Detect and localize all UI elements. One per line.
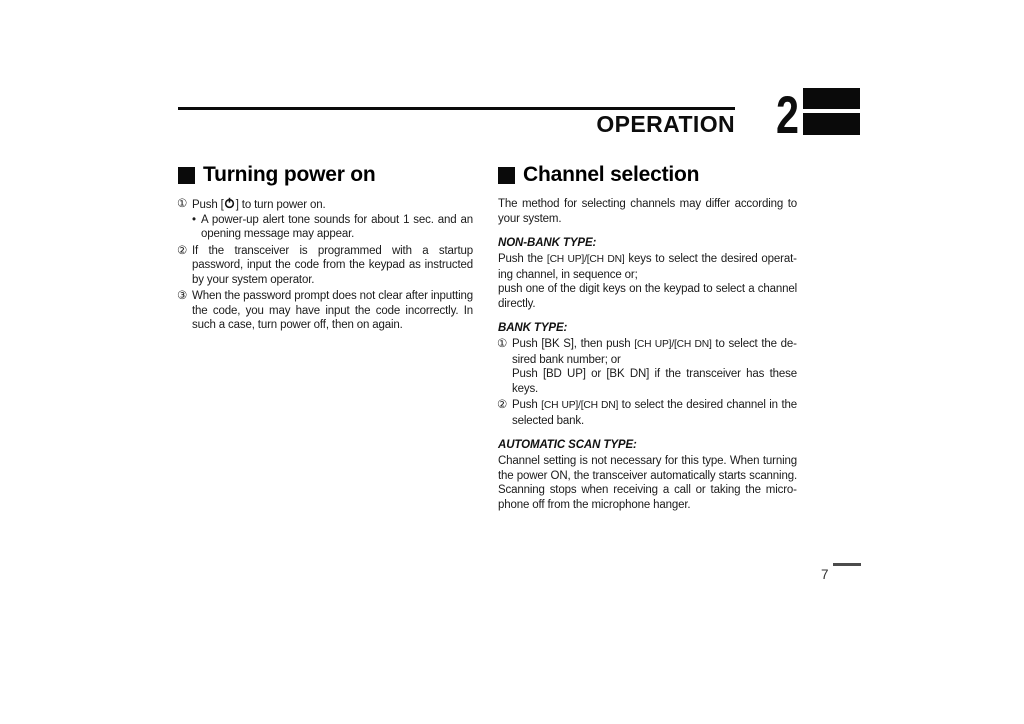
section-turning-power-on [178,163,473,335]
instruction-step [498,337,797,396]
page-number-block [818,563,864,582]
chapter-tab-bar-top [803,88,860,109]
paragraph [498,282,797,311]
text-run: Channel setting is not necessary for this type. When turning the power ON, the transceiver automatically starts scanning. Scanning stops when receiving a call or taking the microphone off from the microphone hanger. [498,455,797,511]
section-heading-label: Turning power on [203,163,376,186]
text-run: Push [BK S], then push [512,338,635,350]
subsection-title: BANK TYPE: [498,322,568,334]
section-heading [178,163,473,187]
text-run: ] to turn power on. [235,199,326,211]
chapter-title: OPERATION [596,111,735,137]
chapter-number: 2 [776,86,799,145]
step-number: ② [177,244,188,257]
step-body [192,289,473,333]
step-number: ② [497,399,508,411]
step-number: ① [497,338,508,350]
power-icon [224,197,236,213]
subsection-title: AUTOMATIC SCAN TYPE: [498,439,637,451]
text-run: When the password prompt does not clear after inputting the code, you may have input the code incorrectly. In such a case, turn power off, then on again. [192,290,473,331]
step-text [192,197,473,213]
step-text [512,337,797,367]
text-run: push one of the digit keys on the keypad to select a channel directly. [498,283,797,310]
step-body [192,244,473,288]
text-run: to select the desired bank number; or [512,338,797,366]
section-square-icon [178,167,195,184]
bullet-icon: • [192,213,196,226]
text-run: keys to select the desired operating channel, in sequence or; [498,253,797,281]
key-name: [CH UP]/[CH DN] [541,400,619,411]
step-number: ③ [177,290,188,302]
text-run: Push [BD UP] or [BK DN] if the transceiver has these keys. [512,368,797,395]
text-run: to select the desired channel in the selected bank. [512,399,797,427]
instruction-step [178,244,473,288]
instruction-step [498,398,797,428]
instruction-step [178,289,473,333]
paragraph [498,252,797,282]
text-run: Push [ [192,199,224,211]
instruction-step [178,197,473,242]
section-channel-selection [498,163,797,512]
key-name: [CH UP]/[CH DN] [634,339,712,350]
section-heading-label: Channel selection [523,163,700,186]
text-run: Push the [498,253,547,265]
subsection-automatic-scan-type [498,439,797,512]
sub-bullet-text: A power-up alert tone sounds for about 1 sec. and an opening message may appear. [201,213,473,240]
sub-bullet [192,213,473,242]
paragraph [498,454,797,512]
text-run: Push [512,399,542,411]
step-body [192,197,473,242]
step-body [512,337,797,396]
step-text [192,289,473,333]
chapter-tab-bar-bottom [803,113,860,135]
text-run: If the transceiver is programmed with a startup password, input the code from the keypad as instructed by your system operator. [192,244,473,286]
section-heading [498,163,797,187]
step-text [192,244,473,288]
page-number: 7 [821,566,829,582]
subsection-bank-type [498,322,797,428]
page-number-rule [833,563,861,566]
subsection-title: NON-BANK TYPE: [498,237,597,249]
subsection-non-bank-type [498,237,797,311]
step-text [512,367,797,396]
header-rule [178,107,735,110]
section-square-icon [498,167,515,184]
section-intro: The method for selecting channels may differ according to your system. [498,198,797,225]
key-name: [CH UP]/[CH DN] [546,254,625,265]
step-number: ① [177,198,188,210]
step-body [512,398,797,428]
step-text [512,398,797,428]
